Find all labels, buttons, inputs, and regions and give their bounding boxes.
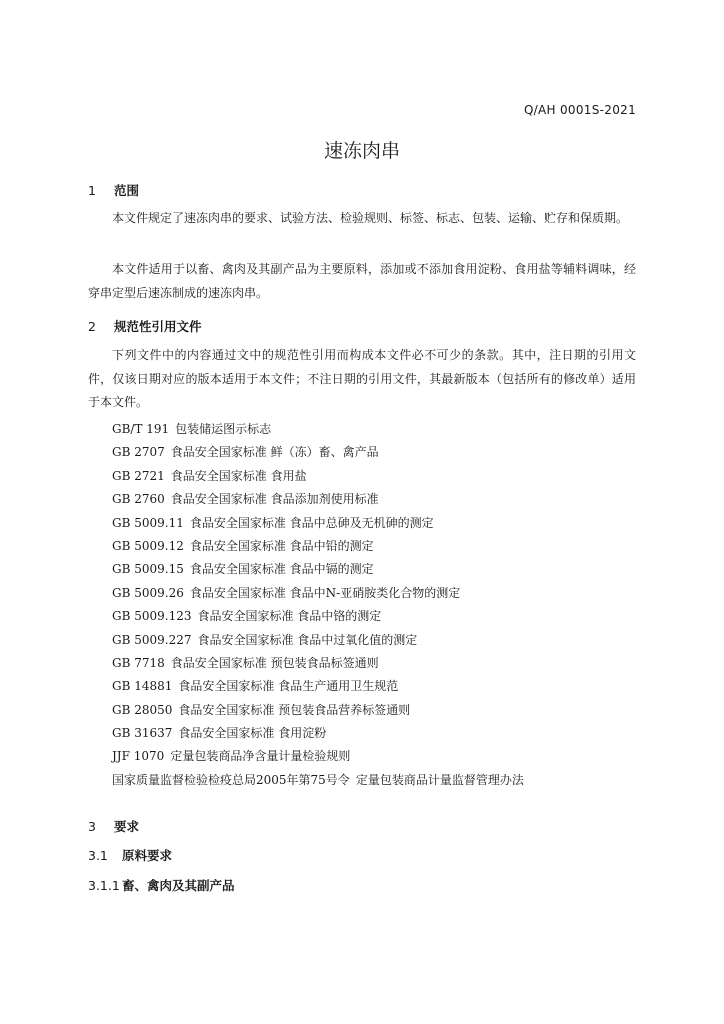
reference-item — [112, 535, 524, 558]
reference-title: 食品安全国家标准 食品中镉的测定 — [189, 562, 374, 577]
reference-list — [112, 418, 524, 792]
reference-item — [112, 418, 524, 441]
reference-title: 食品安全国家标准 食品添加剂使用标准 — [170, 492, 379, 507]
section-2-intro: 下列文件中的内容通过文中的规范性引用而构成本文件必不可少的条款。其中，注日期的引用文件，仅该日期对应的版本适用于本文件；不注日期的引用文件，其最新版本（包括所有的修改单）适用于本文件。 — [88, 348, 636, 409]
reference-title: 食品安全国家标准 预包装食品标签通则 — [170, 655, 379, 670]
reference-title: 食品安全国家标准 食品中N-亚硝胺类化合物的测定 — [189, 585, 461, 600]
reference-item — [112, 512, 524, 535]
reference-item — [112, 722, 524, 745]
reference-code: GB 5009.11 — [112, 515, 184, 530]
section-3-1-1-heading — [88, 876, 235, 894]
section-3-heading — [88, 817, 139, 835]
reference-title: 食品安全国家标准 食品中总砷及无机砷的测定 — [189, 515, 434, 530]
reference-item — [112, 629, 524, 652]
reference-item — [112, 465, 524, 488]
reference-title: 食品安全国家标准 食用盐 — [170, 468, 307, 483]
section-1-heading — [88, 181, 139, 199]
section-2-heading — [88, 317, 202, 335]
reference-title: 食品安全国家标准 食品生产通用卫生规范 — [178, 679, 399, 694]
section-1-title: 范围 — [114, 183, 140, 198]
reference-code: GB 31637 — [112, 726, 173, 741]
reference-code: GB/T 191 — [112, 422, 170, 436]
reference-code: GB 5009.12 — [112, 538, 184, 553]
reference-code: GB 5009.123 — [112, 609, 192, 624]
section-1-number: 1 — [88, 183, 96, 198]
document-title: 速冻肉串 — [323, 140, 400, 162]
section-2-number: 2 — [88, 319, 96, 334]
reference-code: GB 28050 — [112, 702, 173, 717]
reference-title: 食品安全国家标准 食品中过氧化值的测定 — [197, 632, 418, 647]
reference-title: 定量包装商品净含量计量检验规则 — [170, 749, 351, 764]
reference-title: 包装储运图示标志 — [175, 422, 272, 436]
reference-title: 食品安全国家标准 鲜（冻）畜、禽产品 — [170, 445, 379, 460]
reference-title: 食品安全国家标准 预包装食品营养标签通则 — [178, 702, 411, 717]
reference-item — [112, 582, 524, 605]
reference-code: JJF 1070 — [112, 749, 165, 764]
reference-code: GB 2707 — [112, 445, 165, 460]
reference-code: GB 5009.227 — [112, 632, 192, 647]
section-2-title: 规范性引用文件 — [114, 319, 202, 334]
reference-title: 食品安全国家标准 食品中铬的测定 — [197, 609, 382, 624]
reference-code: GB 2721 — [112, 468, 165, 483]
section-3-1-1-number: 3.1.1 — [88, 878, 120, 893]
reference-code: GB 5009.15 — [112, 562, 184, 577]
section-1-paragraph-2: 本文件适用于以畜、禽肉及其副产品为主要原料，添加或不添加食用淀粉、食用盐等辅料调味，经穿串定型后速冻制成的速冻肉串。 — [88, 262, 636, 300]
reference-item — [112, 699, 524, 722]
reference-code: GB 14881 — [112, 679, 173, 694]
section-3-1-title: 原料要求 — [122, 848, 173, 863]
reference-title: 定量包装商品计量监督管理办法 — [355, 772, 524, 787]
reference-item — [112, 769, 524, 792]
reference-code: GB 2760 — [112, 492, 165, 507]
section-3-1-1-title: 畜、禽肉及其副产品 — [122, 878, 235, 893]
section-3-1-number: 3.1 — [88, 848, 108, 863]
reference-title: 食品安全国家标准 食品中铅的测定 — [189, 538, 374, 553]
reference-code: GB 5009.26 — [112, 585, 184, 600]
reference-item — [112, 558, 524, 581]
standard-code: Q/AH 0001S-2021 — [523, 103, 636, 117]
reference-code: GB 7718 — [112, 655, 165, 670]
section-3-title: 要求 — [114, 819, 140, 834]
section-3-1-heading — [88, 846, 172, 864]
section-1-paragraph-1: 本文件规定了速冻肉串的要求、试验方法、检验规则、标签、标志、包装、运输、贮存和保质期。 — [112, 211, 629, 225]
reference-title: 食品安全国家标准 食用淀粉 — [178, 726, 327, 741]
reference-item — [112, 652, 524, 675]
reference-item — [112, 441, 524, 464]
reference-item — [112, 745, 524, 768]
reference-item — [112, 605, 524, 628]
section-3-number: 3 — [88, 819, 96, 834]
reference-item — [112, 675, 524, 698]
reference-code: 国家质量监督检验检疫总局2005年第75号令 — [112, 772, 350, 787]
reference-item — [112, 488, 524, 511]
